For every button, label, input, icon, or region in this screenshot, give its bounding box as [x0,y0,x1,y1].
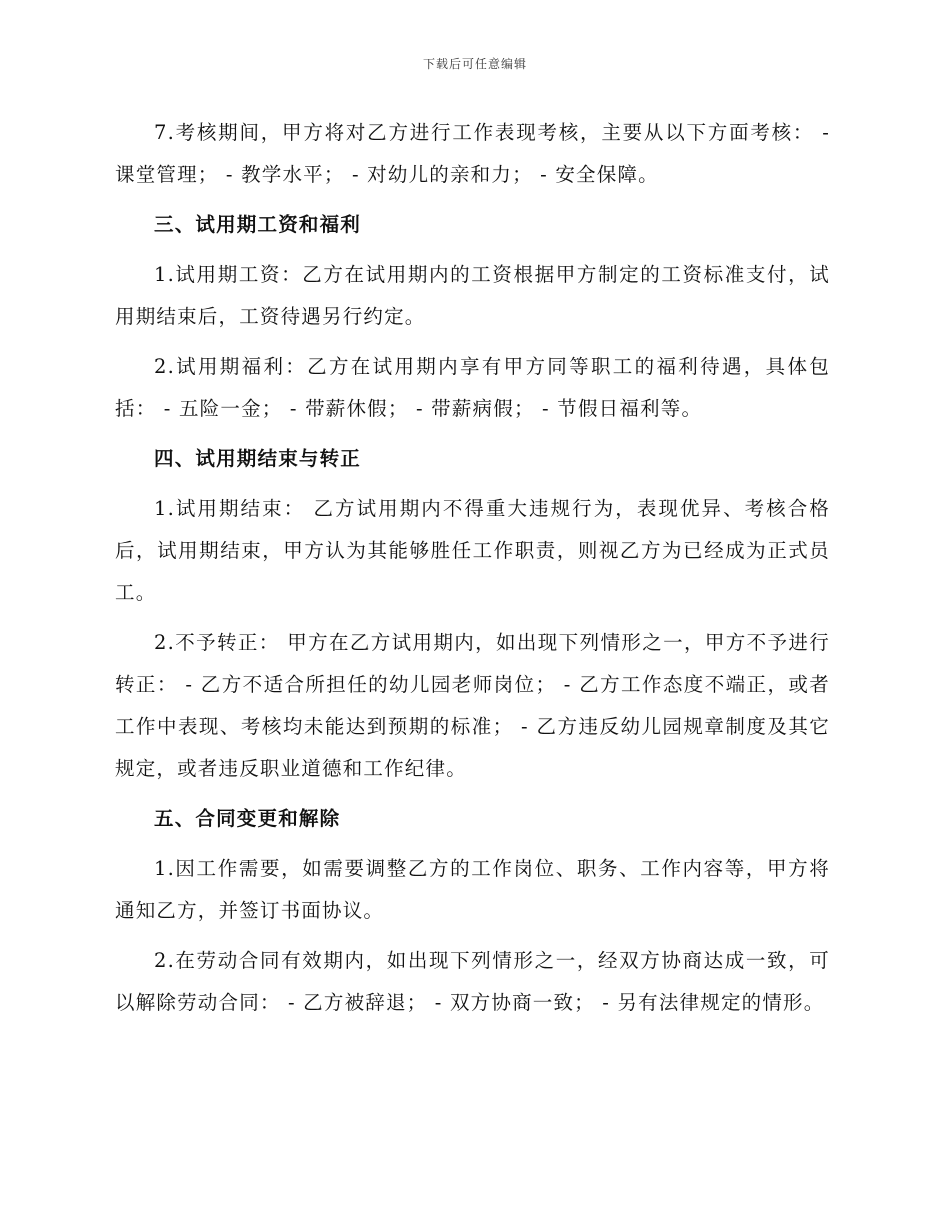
document-body [115,112,830,1032]
section-heading-contract-change: 五、合同变更和解除 [154,807,341,830]
paragraph-assessment: 7.考核期间，甲方将对乙方进行工作表现考核，主要从以下方面考核： - 课堂管理； - 教学水平； - 对幼儿的亲和力； - 安全保障。 [115,121,830,186]
section-heading-probation-pay: 三、试用期工资和福利 [154,213,362,236]
page-header: 下载后可任意编辑 [422,57,527,71]
paragraph-no-regularization: 2.不予转正： 甲方在乙方试用期内，如出现下列情形之一，甲方不予进行转正： - 乙方不适合所担任的幼儿园老师岗位； - 乙方工作态度不端正，或者工作中表现、考核均未能达到预期的标准； - 乙方违反幼儿园规章制度及其它规定，或者违反职业道德和工作纪律。 [115,631,830,780]
section-heading-probation-end: 四、试用期结束与转正 [154,447,362,470]
paragraph-contract-termination: 2.在劳动合同有效期内，如出现下列情形之一，经双方协商达成一致，可以解除劳动合同： - 乙方被辞退； - 双方协商一致； - 另有法律规定的情形。 [115,949,830,1014]
paragraph-probation-benefits: 2.试用期福利：乙方在试用期内享有甲方同等职工的福利待遇，具体包括： - 五险一金； - 带薪休假； - 带薪病假； - 节假日福利等。 [115,355,830,420]
paragraph-job-adjustment: 1.因工作需要，如需要调整乙方的工作岗位、职务、工作内容等，甲方将通知乙方，并签订书面协议。 [115,857,830,922]
paragraph-probation-wage: 1.试用期工资：乙方在试用期内的工资根据甲方制定的工资标准支付，试用期结束后，工资待遇另行约定。 [115,263,830,328]
paragraph-probation-end: 1.试用期结束： 乙方试用期内不得重大违规行为，表现优异、考核合格后，试用期结束，甲方认为其能够胜任工作职责，则视乙方为已经成为正式员工。 [115,497,830,604]
